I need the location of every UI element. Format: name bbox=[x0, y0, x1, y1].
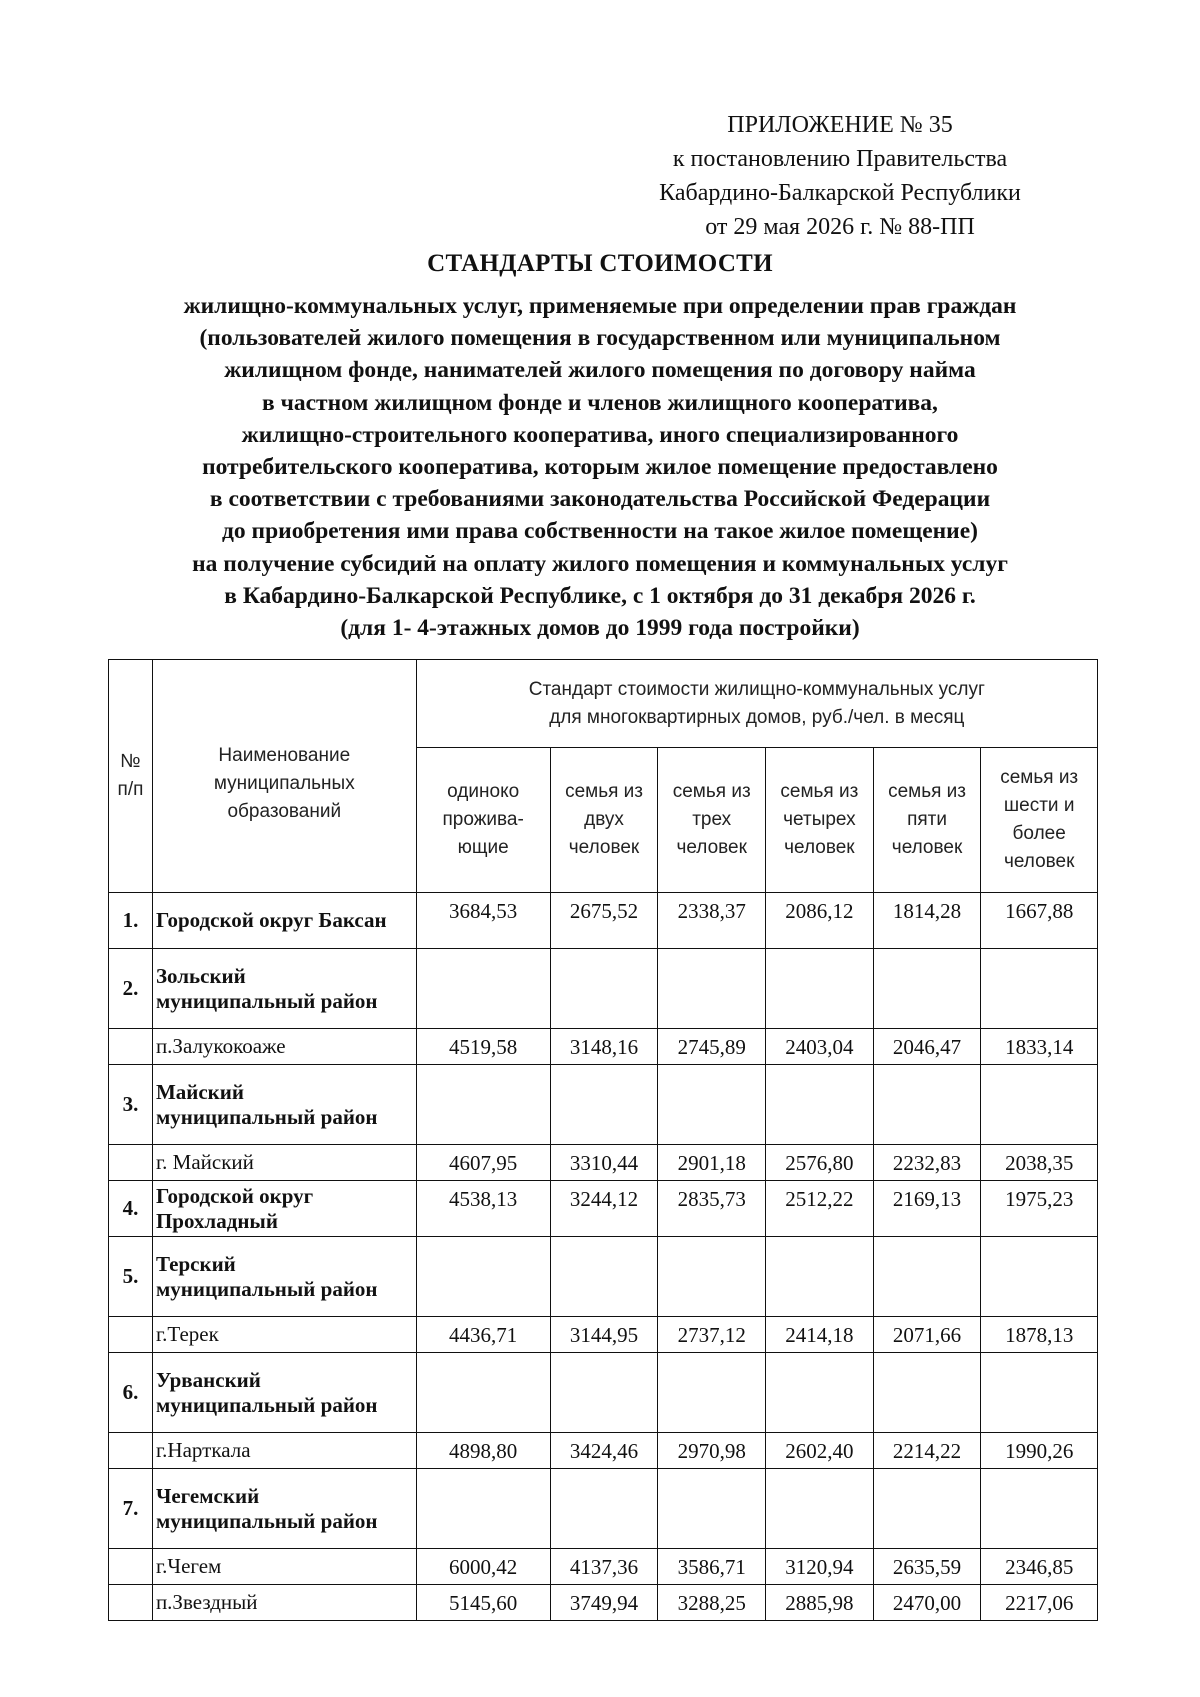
value-cell: 3424,46 bbox=[550, 1433, 658, 1469]
value-cell: 2576,80 bbox=[766, 1145, 874, 1181]
value-cell: 2346,85 bbox=[981, 1549, 1098, 1585]
table-row bbox=[109, 949, 1098, 1029]
subtitle-line: (пользователей жилого помещения в государственном или муниципальном bbox=[199, 325, 1001, 352]
header-col-single: одиноко прожива- ющие bbox=[416, 748, 550, 893]
row-number: 2. bbox=[109, 949, 153, 1029]
empty-cell bbox=[981, 1065, 1098, 1145]
empty-cell bbox=[981, 949, 1098, 1029]
value-cell: 4519,58 bbox=[416, 1029, 550, 1065]
table-row bbox=[109, 1585, 1098, 1621]
subtitle-line: до приобретения ими права собственности на такое жилое помещение) bbox=[222, 518, 978, 545]
value-cell: 3120,94 bbox=[766, 1549, 874, 1585]
value-cell: 2745,89 bbox=[658, 1029, 766, 1065]
table-row bbox=[109, 1469, 1098, 1549]
settlement-name: г.Терек bbox=[152, 1317, 416, 1353]
row-number: 4. bbox=[109, 1181, 153, 1237]
value-cell: 2901,18 bbox=[658, 1145, 766, 1181]
empty-cell bbox=[416, 1353, 550, 1433]
empty-cell bbox=[658, 1469, 766, 1549]
header-col-two: семья из двух человек bbox=[550, 748, 658, 893]
value-cell: 4607,95 bbox=[416, 1145, 550, 1181]
value-cell: 2071,66 bbox=[873, 1317, 981, 1353]
value-cell: 1878,13 bbox=[981, 1317, 1098, 1353]
value-cell: 3288,25 bbox=[658, 1585, 766, 1621]
value-cell: 2675,52 bbox=[550, 893, 658, 949]
empty-cell bbox=[658, 949, 766, 1029]
empty-cell bbox=[109, 1585, 153, 1621]
value-cell: 4436,71 bbox=[416, 1317, 550, 1353]
header-number: № п/п bbox=[109, 660, 153, 893]
table-row bbox=[109, 1317, 1098, 1353]
document-title: СТАНДАРТЫ СТОИМОСТИ bbox=[427, 250, 773, 277]
settlement-name: г.Нарткала bbox=[152, 1433, 416, 1469]
empty-cell bbox=[550, 1237, 658, 1317]
subtitle-line: (для 1- 4-этажных домов до 1999 года постройки) bbox=[340, 615, 860, 642]
subtitle-line: в частном жилищном фонде и членов жилищного кооператива, bbox=[262, 389, 938, 416]
empty-cell bbox=[981, 1353, 1098, 1433]
value-cell: 4538,13 bbox=[416, 1181, 550, 1237]
empty-cell bbox=[550, 1469, 658, 1549]
municipality-name: Городской округ Прохладный bbox=[152, 1181, 416, 1237]
value-cell: 2038,35 bbox=[981, 1145, 1098, 1181]
empty-cell bbox=[873, 1065, 981, 1145]
table-row bbox=[109, 1433, 1098, 1469]
table-row bbox=[109, 1065, 1098, 1145]
table-row bbox=[109, 1029, 1098, 1065]
value-cell: 2470,00 bbox=[873, 1585, 981, 1621]
header-col-three: семья из трех человек bbox=[658, 748, 766, 893]
value-cell: 2737,12 bbox=[658, 1317, 766, 1353]
row-number: 6. bbox=[109, 1353, 153, 1433]
empty-cell bbox=[873, 1469, 981, 1549]
header-municipality: Наименование муниципальных образований bbox=[152, 660, 416, 893]
empty-cell bbox=[981, 1469, 1098, 1549]
value-cell: 2835,73 bbox=[658, 1181, 766, 1237]
value-cell: 3310,44 bbox=[550, 1145, 658, 1181]
subtitle-line: в Кабардино-Балкарской Республике, с 1 октября до 31 декабря 2026 г. bbox=[224, 582, 976, 609]
value-cell: 2046,47 bbox=[873, 1029, 981, 1065]
cost-standards-table bbox=[108, 659, 1098, 1621]
header-col-four: семья из четырех человек bbox=[766, 748, 874, 893]
value-cell: 4137,36 bbox=[550, 1549, 658, 1585]
settlement-name: п.Залукокоаже bbox=[152, 1029, 416, 1065]
value-cell: 2885,98 bbox=[766, 1585, 874, 1621]
subtitle-line: в соответствии с требованиями законодательства Российской Федерации bbox=[209, 486, 991, 513]
annex-header bbox=[560, 108, 1120, 244]
annex-authority: Кабардино-Балкарской Республики bbox=[659, 180, 1021, 206]
value-cell: 2970,98 bbox=[658, 1433, 766, 1469]
table-row bbox=[109, 1145, 1098, 1181]
document-subtitle bbox=[60, 290, 1140, 644]
row-number: 1. bbox=[109, 893, 153, 949]
empty-cell bbox=[658, 1353, 766, 1433]
value-cell: 2338,37 bbox=[658, 893, 766, 949]
value-cell: 1975,23 bbox=[981, 1181, 1098, 1237]
value-cell: 2414,18 bbox=[766, 1317, 874, 1353]
empty-cell bbox=[109, 1145, 153, 1181]
empty-cell bbox=[550, 1353, 658, 1433]
empty-cell bbox=[658, 1065, 766, 1145]
value-cell: 2086,12 bbox=[766, 893, 874, 949]
subtitle-line: потребительского кооператива, которым жилое помещение предоставлено bbox=[202, 454, 998, 481]
value-cell: 6000,42 bbox=[416, 1549, 550, 1585]
municipality-name: Городской округ Баксан bbox=[152, 893, 416, 949]
annex-date: от 29 мая 2026 г. № 88-ПП bbox=[705, 214, 975, 240]
empty-cell bbox=[416, 1237, 550, 1317]
value-cell: 3148,16 bbox=[550, 1029, 658, 1065]
empty-cell bbox=[766, 1469, 874, 1549]
empty-cell bbox=[109, 1433, 153, 1469]
table-row bbox=[109, 893, 1098, 949]
row-number: 5. bbox=[109, 1237, 153, 1317]
empty-cell bbox=[766, 1065, 874, 1145]
empty-cell bbox=[873, 949, 981, 1029]
table-row bbox=[109, 1549, 1098, 1585]
value-cell: 1833,14 bbox=[981, 1029, 1098, 1065]
value-cell: 1667,88 bbox=[981, 893, 1098, 949]
empty-cell bbox=[766, 1353, 874, 1433]
empty-cell bbox=[766, 1237, 874, 1317]
settlement-name: г.Чегем bbox=[152, 1549, 416, 1585]
value-cell: 4898,80 bbox=[416, 1433, 550, 1469]
value-cell: 3144,95 bbox=[550, 1317, 658, 1353]
empty-cell bbox=[550, 1065, 658, 1145]
empty-cell bbox=[873, 1353, 981, 1433]
value-cell: 3749,94 bbox=[550, 1585, 658, 1621]
subtitle-line: жилищно-строительного кооператива, иного специализированного bbox=[241, 421, 959, 448]
value-cell: 2635,59 bbox=[873, 1549, 981, 1585]
empty-cell bbox=[109, 1029, 153, 1065]
municipality-name: Терский муниципальный район bbox=[152, 1237, 416, 1317]
municipality-name: Майский муниципальный район bbox=[152, 1065, 416, 1145]
subtitle-line: на получение субсидий на оплату жилого помещения и коммунальных услуг bbox=[192, 550, 1008, 577]
empty-cell bbox=[873, 1237, 981, 1317]
annex-number: ПРИЛОЖЕНИЕ № 35 bbox=[727, 112, 953, 138]
value-cell: 2403,04 bbox=[766, 1029, 874, 1065]
municipality-name: Чегемский муниципальный район bbox=[152, 1469, 416, 1549]
settlement-name: п.Звездный bbox=[152, 1585, 416, 1621]
value-cell: 1990,26 bbox=[981, 1433, 1098, 1469]
value-cell: 1814,28 bbox=[873, 893, 981, 949]
empty-cell bbox=[550, 949, 658, 1029]
subtitle-line: жилищно-коммунальных услуг, применяемые при определении прав граждан bbox=[183, 293, 1017, 319]
table-header-row bbox=[109, 660, 1098, 748]
value-cell: 2214,22 bbox=[873, 1433, 981, 1469]
table-row bbox=[109, 1237, 1098, 1317]
row-number: 3. bbox=[109, 1065, 153, 1145]
header-col-six-plus: семья из шести и более человек bbox=[981, 748, 1098, 893]
value-cell: 2512,22 bbox=[766, 1181, 874, 1237]
empty-cell bbox=[416, 949, 550, 1029]
municipality-name: Зольский муниципальный район bbox=[152, 949, 416, 1029]
empty-cell bbox=[416, 1065, 550, 1145]
value-cell: 3244,12 bbox=[550, 1181, 658, 1237]
empty-cell bbox=[766, 949, 874, 1029]
value-cell: 2232,83 bbox=[873, 1145, 981, 1181]
table-row bbox=[109, 1181, 1098, 1237]
settlement-name: г. Майский bbox=[152, 1145, 416, 1181]
empty-cell bbox=[109, 1549, 153, 1585]
value-cell: 3586,71 bbox=[658, 1549, 766, 1585]
annex-reference: к постановлению Правительства bbox=[672, 146, 1008, 172]
value-cell: 2169,13 bbox=[873, 1181, 981, 1237]
header-standard-group: Стандарт стоимости жилищно-коммунальных услуг для многоквартирных домов, руб./чел. в месяц bbox=[416, 660, 1097, 748]
row-number: 7. bbox=[109, 1469, 153, 1549]
municipality-name: Урванский муниципальный район bbox=[152, 1353, 416, 1433]
value-cell: 5145,60 bbox=[416, 1585, 550, 1621]
header-col-five: семья из пяти человек bbox=[873, 748, 981, 893]
empty-cell bbox=[981, 1237, 1098, 1317]
table-row bbox=[109, 1353, 1098, 1433]
value-cell: 2217,06 bbox=[981, 1585, 1098, 1621]
subtitle-line: жилищном фонде, нанимателей жилого помещения по договору найма bbox=[224, 357, 976, 384]
value-cell: 3684,53 bbox=[416, 893, 550, 949]
value-cell: 2602,40 bbox=[766, 1433, 874, 1469]
empty-cell bbox=[109, 1317, 153, 1353]
empty-cell bbox=[416, 1469, 550, 1549]
empty-cell bbox=[658, 1237, 766, 1317]
